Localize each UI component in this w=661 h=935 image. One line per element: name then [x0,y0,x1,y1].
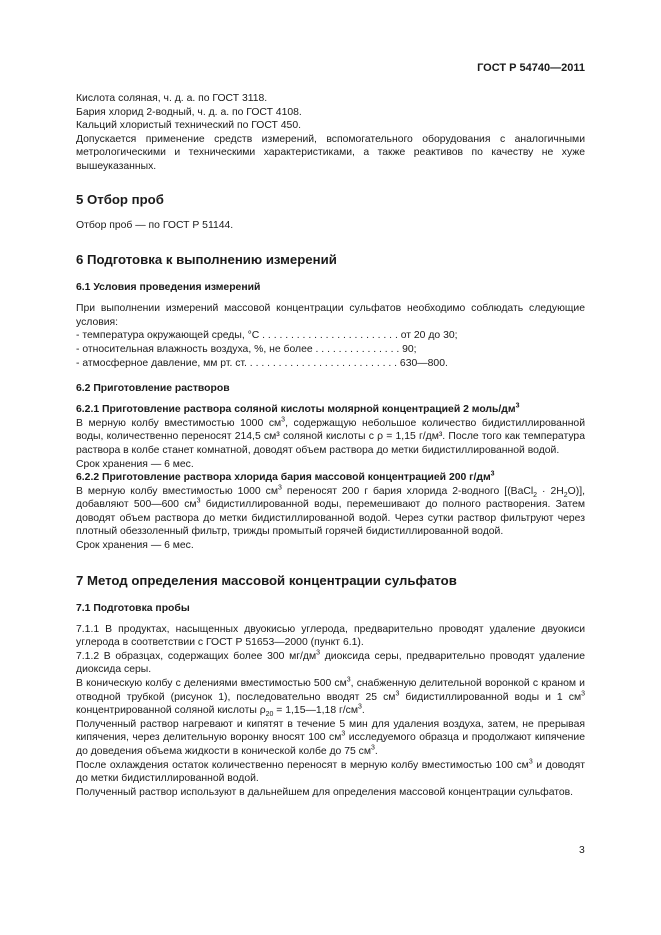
storage-term: Срок хранения — 6 мес. [76,458,194,470]
para-flask: В коническую колбу с делениями вместимостью 500 $см^3$, снабженную делительной воронкой с краном и отводной трубкой (рисунок 1), последовательно вводят 25 $см^3$ бидистиллированной воды и 1 $см^3$ концентрированной соляной кислоты $\rho_{20}$ = 1,15—1,18 $г/см^3$. [76,676,586,719]
section-6-1-title: 6.1 Условия проведения измерений [76,282,261,294]
section-6-2-2-title: 6.2.2 Приготовление раствора хлорида бария массовой концентрацией 200 $г/дм^3$ [76,470,495,484]
document-code: ГОСТ Р 54740—2011 [477,62,585,74]
reagent-note: Допускается применение средств измерений, вспомогательного оборудования с аналогичными метрологическими и техническими характеристиками, а также реактивов по качеству не хуже вышеуказанных. [76,133,585,172]
section-5-title: 5 Отбор проб [76,191,164,207]
section-6-2-2-para: В мерную колбу вместимостью 1000 $см^3$ переносят 200 г бария хлорида 2-водного [(BaCl$_2$ · $2H_2O$)], добавляют 500—600 $см^3$ бидистиллированной воды, перемешивают до полного растворения. Затем доводят объем раствора до метки бидистиллированной водой. Через сутки раствор фильтруют через плотный обеззоленный фильтр, трижды промытый горячей бидистиллированной водой. [76,484,586,538]
section-6-title: 6 Подготовка к выполнению измерений [76,252,337,268]
page-body [76,92,585,799]
page-number: 3 [579,845,585,856]
section-6-2-title: 6.2 Приготовление растворов [76,383,230,395]
para-usage: Полученный раствор используют в дальнейшем для определения массовой концентрации сульфатов. [76,786,574,798]
para-cooling: После охлаждения остаток количественно переносят в мерную колбу вместимостью 100 $см^3$ и доводят до метки бидистиллированной водой. [76,758,586,785]
condition-item: - температура окружающей среды, °С . . . . . . . . . . . . . . . . . . . . . . . . от 20 до 30; [76,330,458,342]
condition-item: - относительная влажность воздуха, %, не более . . . . . . . . . . . . . . . 90; [76,343,417,355]
para-7-1-2: 7.1.2 В образцах, содержащих более 300 $мг/дм^3$ диоксида серы, предварительно проводят удаление диоксида серы. [76,649,585,676]
section-6-1-intro: При выполнении измерений массовой концентрации сульфатов необходимо соблюдать следующие условия: [76,303,585,328]
reagent-line: Бария хлорид 2-водный, ч. д. а. по ГОСТ 4108. [76,106,302,118]
para-7-1-1: 7.1.1 В продуктах, насыщенных двуокисью углерода, предварительно проводят удаление двуокиси углерода в соответствии с ГОСТ Р 51653—2000 (пункт 6.1). [76,623,585,649]
section-7-title: 7 Метод определения массовой концентрации сульфатов [76,572,457,588]
section-7-1-title: 7.1 Подготовка пробы [76,602,190,614]
para-boiling: Полученный раствор нагревают и кипятят в течение 5 мин для удаления воздуха, затем, не прерывая кипячения, через делительную воронку вносят 100 $см^3$ исследуемого образца и продолжают кипячение до доведения объема жидкости в конической колбе до 75 $см^3$. [76,718,585,757]
reagent-line: Кальций хлористый технический по ГОСТ 450. [76,120,301,132]
reagent-line: Кислота соляная, ч. д. а. по ГОСТ 3118. [76,93,268,104]
storage-term: Срок хранения — 6 мес. [76,540,194,552]
section-5-text: Отбор проб — по ГОСТ Р 51144. [76,219,234,231]
condition-item: - атмосферное давление, мм рт. ст. . . . . . . . . . . . . . . . . . . . . . . . . . . 630—800. [76,357,448,369]
section-6-2-1-title: 6.2.1 Приготовление раствора соляной кислоты молярной концентрацией 2 моль/$дм^3$ [76,402,520,416]
section-6-2-1-para: В мерную колбу вместимостью 1000 $см^3$, содержащую небольшое количество бидистиллированной воды, количественно переносят 214,5 см³ соляной кислоты с ρ = 1,15 г/дм³. После того как температура раствора в колбе станет комнатной, доводят объем раствора до метки бидистиллированной водой. [76,416,586,456]
